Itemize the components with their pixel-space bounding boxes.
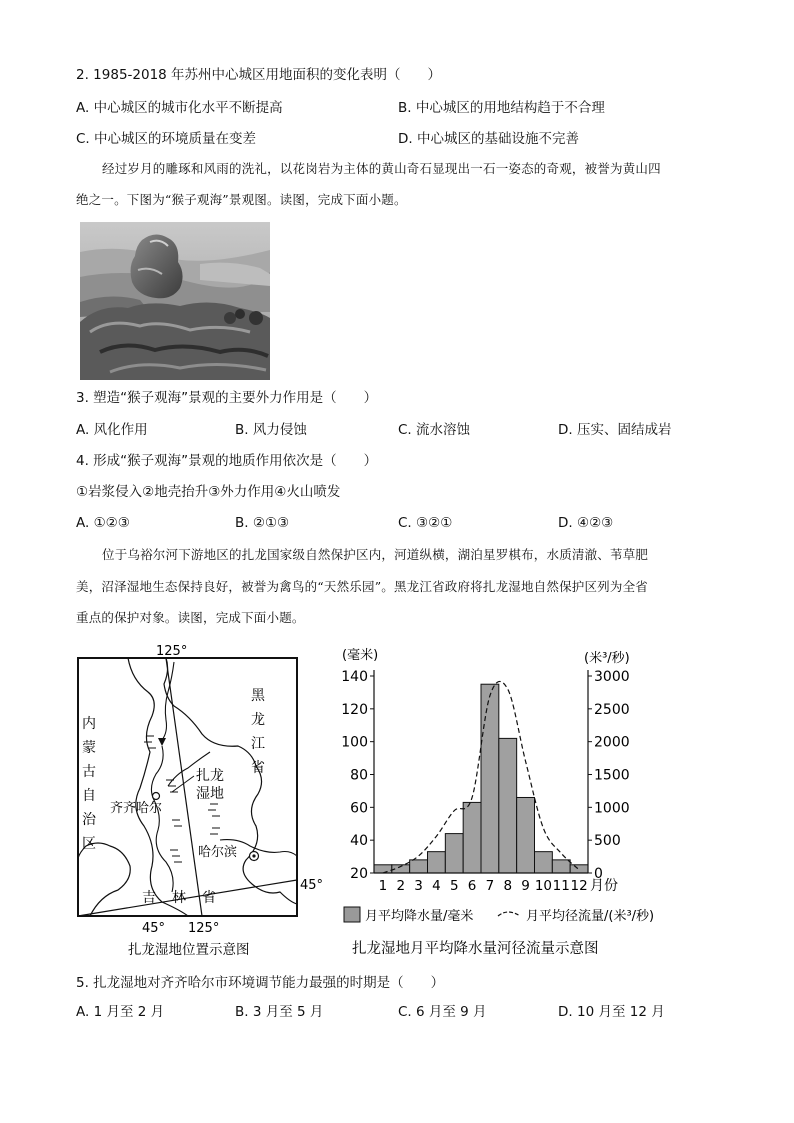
q2-option-c[interactable]: C. 中心城区的环境质量在变差 — [76, 131, 257, 147]
q4-option-a[interactable]: A. ①②③ — [76, 515, 130, 531]
tick-label-x-9: 9 — [521, 878, 530, 894]
q3-stem: 3. 塑造“猴子观海”景观的主要外力作用是（ ） — [76, 390, 378, 406]
label-qqhr: 齐齐哈尔 — [110, 801, 163, 816]
label-nm-1: 内 — [82, 716, 96, 732]
q5-option-b[interactable]: B. 3 月至 5 月 — [235, 1004, 324, 1020]
label-hlj-1: 黑 — [251, 688, 265, 704]
precip-bar-3 — [410, 860, 428, 873]
tick-label-right-1000: 1000 — [594, 800, 630, 817]
label-wetland-1: 扎龙 — [196, 768, 224, 784]
q3-option-c[interactable]: C. 流水溶蚀 — [398, 422, 471, 438]
tick-label-right-0: 0 — [594, 866, 603, 882]
map-lon-top: 125° — [156, 644, 188, 659]
q4-option-d[interactable]: D. ④②③ — [558, 515, 614, 531]
precip-bar-8 — [499, 738, 517, 873]
parallel-45 — [78, 880, 297, 916]
tick-label-x-4: 4 — [432, 878, 441, 894]
q2-stem: 2. 1985-2018 年苏州中心城区用地面积的变化表明（ ） — [76, 67, 442, 83]
y-left-label: (毫米) — [342, 648, 379, 663]
precip-bar-12 — [570, 865, 588, 873]
tick-label-right-1500: 1500 — [594, 767, 630, 784]
passage1-line1: 经过岁月的雕琢和风雨的洗礼，以花岗岩为主体的黄山奇石显现出一石一姿态的奇观，被誉为黄山四 — [102, 161, 661, 176]
label-nm-6: 区 — [82, 836, 96, 852]
monkey-watching-sea-photo — [80, 222, 270, 380]
label-hlj-3: 江 — [251, 736, 265, 752]
label-nm-3: 古 — [82, 764, 96, 780]
q5-option-a[interactable]: A. 1 月至 2 月 — [76, 1004, 165, 1020]
legend-bar-swatch — [344, 907, 360, 922]
tick-label-x-11: 11 — [552, 878, 570, 894]
precip-runoff-chart — [330, 640, 700, 965]
chart-title: 扎龙湿地月平均降水量河径流量示意图 — [352, 941, 599, 957]
tick-label-right-3000: 3000 — [594, 669, 630, 685]
q4-stem: 4. 形成“猴子观海”景观的地质作用依次是（ ） — [76, 453, 378, 469]
y-right-label: (米³/秒) — [584, 651, 630, 666]
precip-bar-11 — [552, 860, 570, 873]
zhalong-location-map — [70, 640, 330, 965]
precip-bar-4 — [428, 852, 446, 873]
map-lon-bottom: 125° — [188, 921, 220, 936]
q3-option-d[interactable]: D. 压实、固结成岩 — [558, 422, 672, 438]
q4-option-b[interactable]: B. ②①③ — [235, 515, 290, 531]
tick-label-right-500: 500 — [594, 833, 621, 850]
passage1-line2: 绝之一。下图为“猴子观海”景观图。读图，完成下面小题。 — [76, 192, 407, 207]
q3-option-a[interactable]: A. 风化作用 — [76, 422, 148, 438]
map-lat-right: 45° — [300, 878, 324, 893]
tick-label-left-80: 80 — [350, 767, 368, 784]
q3-option-b[interactable]: B. 风力侵蚀 — [235, 422, 307, 438]
passage2-line3: 重点的保护对象。读图，完成下面小题。 — [76, 610, 305, 625]
province-boundary-east — [164, 658, 297, 904]
q4-sub-list: ①岩浆侵入②地壳抬升③外力作用④火山喷发 — [76, 484, 341, 500]
tick-label-left-120: 120 — [341, 701, 368, 718]
tick-label-x-3: 3 — [414, 878, 423, 894]
precip-bar-6 — [463, 802, 481, 873]
q5-option-c[interactable]: C. 6 月至 9 月 — [398, 1004, 487, 1020]
label-jl-3: 省 — [202, 890, 216, 906]
label-jl-1: 吉 — [142, 890, 156, 906]
legend-line-label: 月平均径流量/(米³/秒) — [526, 909, 655, 924]
river-arrow — [158, 738, 166, 746]
label-hlj-2: 龙 — [251, 712, 265, 728]
tick-label-right-2500: 2500 — [594, 701, 630, 718]
tick-label-x-1: 1 — [378, 878, 388, 894]
tick-label-x-12: 12 — [570, 878, 588, 894]
tick-label-left-20: 20 — [350, 866, 368, 882]
tick-label-left-100: 100 — [341, 734, 368, 751]
province-boundary-south — [78, 843, 130, 916]
q4-option-c[interactable]: C. ③②① — [398, 515, 453, 531]
q5-stem: 5. 扎龙湿地对齐齐哈尔市环境调节能力最强的时期是（ ） — [76, 975, 445, 991]
passage2-line2: 美，沼泽湿地生态保持良好，被誉为禽鸟的“天然乐园”。黑龙江省政府将扎龙湿地自然保护区列为全省 — [76, 579, 648, 594]
tick-label-right-2000: 2000 — [594, 734, 630, 751]
label-jl-2: 林 — [172, 890, 186, 906]
map-caption: 扎龙湿地位置示意图 — [128, 942, 250, 958]
precip-bar-10 — [535, 852, 553, 873]
tick-label-x-10: 10 — [534, 878, 553, 894]
legend-line-swatch — [498, 912, 520, 916]
precip-bar-1 — [374, 865, 392, 873]
label-wetland-2: 湿地 — [196, 786, 224, 802]
label-hlj-4: 省 — [251, 760, 265, 776]
precip-bar-5 — [445, 834, 463, 873]
tick-label-x-2: 2 — [396, 878, 406, 894]
tick-label-left-60: 60 — [350, 800, 368, 817]
tick-label-x-8: 8 — [503, 878, 513, 894]
tick-label-x-7: 7 — [485, 878, 495, 894]
q2-option-d[interactable]: D. 中心城区的基础设施不完善 — [398, 131, 579, 147]
q2-option-a[interactable]: A. 中心城区的城市化水平不断提高 — [76, 100, 283, 116]
q2-option-b[interactable]: B. 中心城区的用地结构趋于不合理 — [398, 100, 605, 116]
passage2-line1: 位于乌裕尔河下游地区的扎龙国家级自然保护区内，河道纵横，湖泊星罗棋布，水质清澈、苇草肥 — [102, 547, 649, 562]
tick-label-x-5: 5 — [449, 878, 459, 894]
x-axis-label: 月份 — [590, 878, 618, 894]
precip-bar-9 — [517, 797, 535, 873]
q5-option-d[interactable]: D. 10 月至 12 月 — [558, 1004, 665, 1020]
tick-label-left-140: 140 — [341, 669, 368, 685]
label-nm-4: 自 — [82, 788, 96, 804]
legend-bar-label: 月平均降水量/毫米 — [365, 909, 474, 924]
tick-label-left-40: 40 — [350, 833, 368, 850]
label-harbin: 哈尔滨 — [198, 845, 238, 860]
nen-river-lower — [151, 746, 173, 892]
label-nm-5: 治 — [82, 812, 96, 828]
map-lat-left: 45° — [142, 921, 166, 936]
precip-bar-7 — [481, 684, 499, 873]
qqhr-city-symbol — [153, 793, 160, 800]
tick-label-x-6: 6 — [467, 878, 477, 894]
label-nm-2: 蒙 — [82, 740, 96, 756]
